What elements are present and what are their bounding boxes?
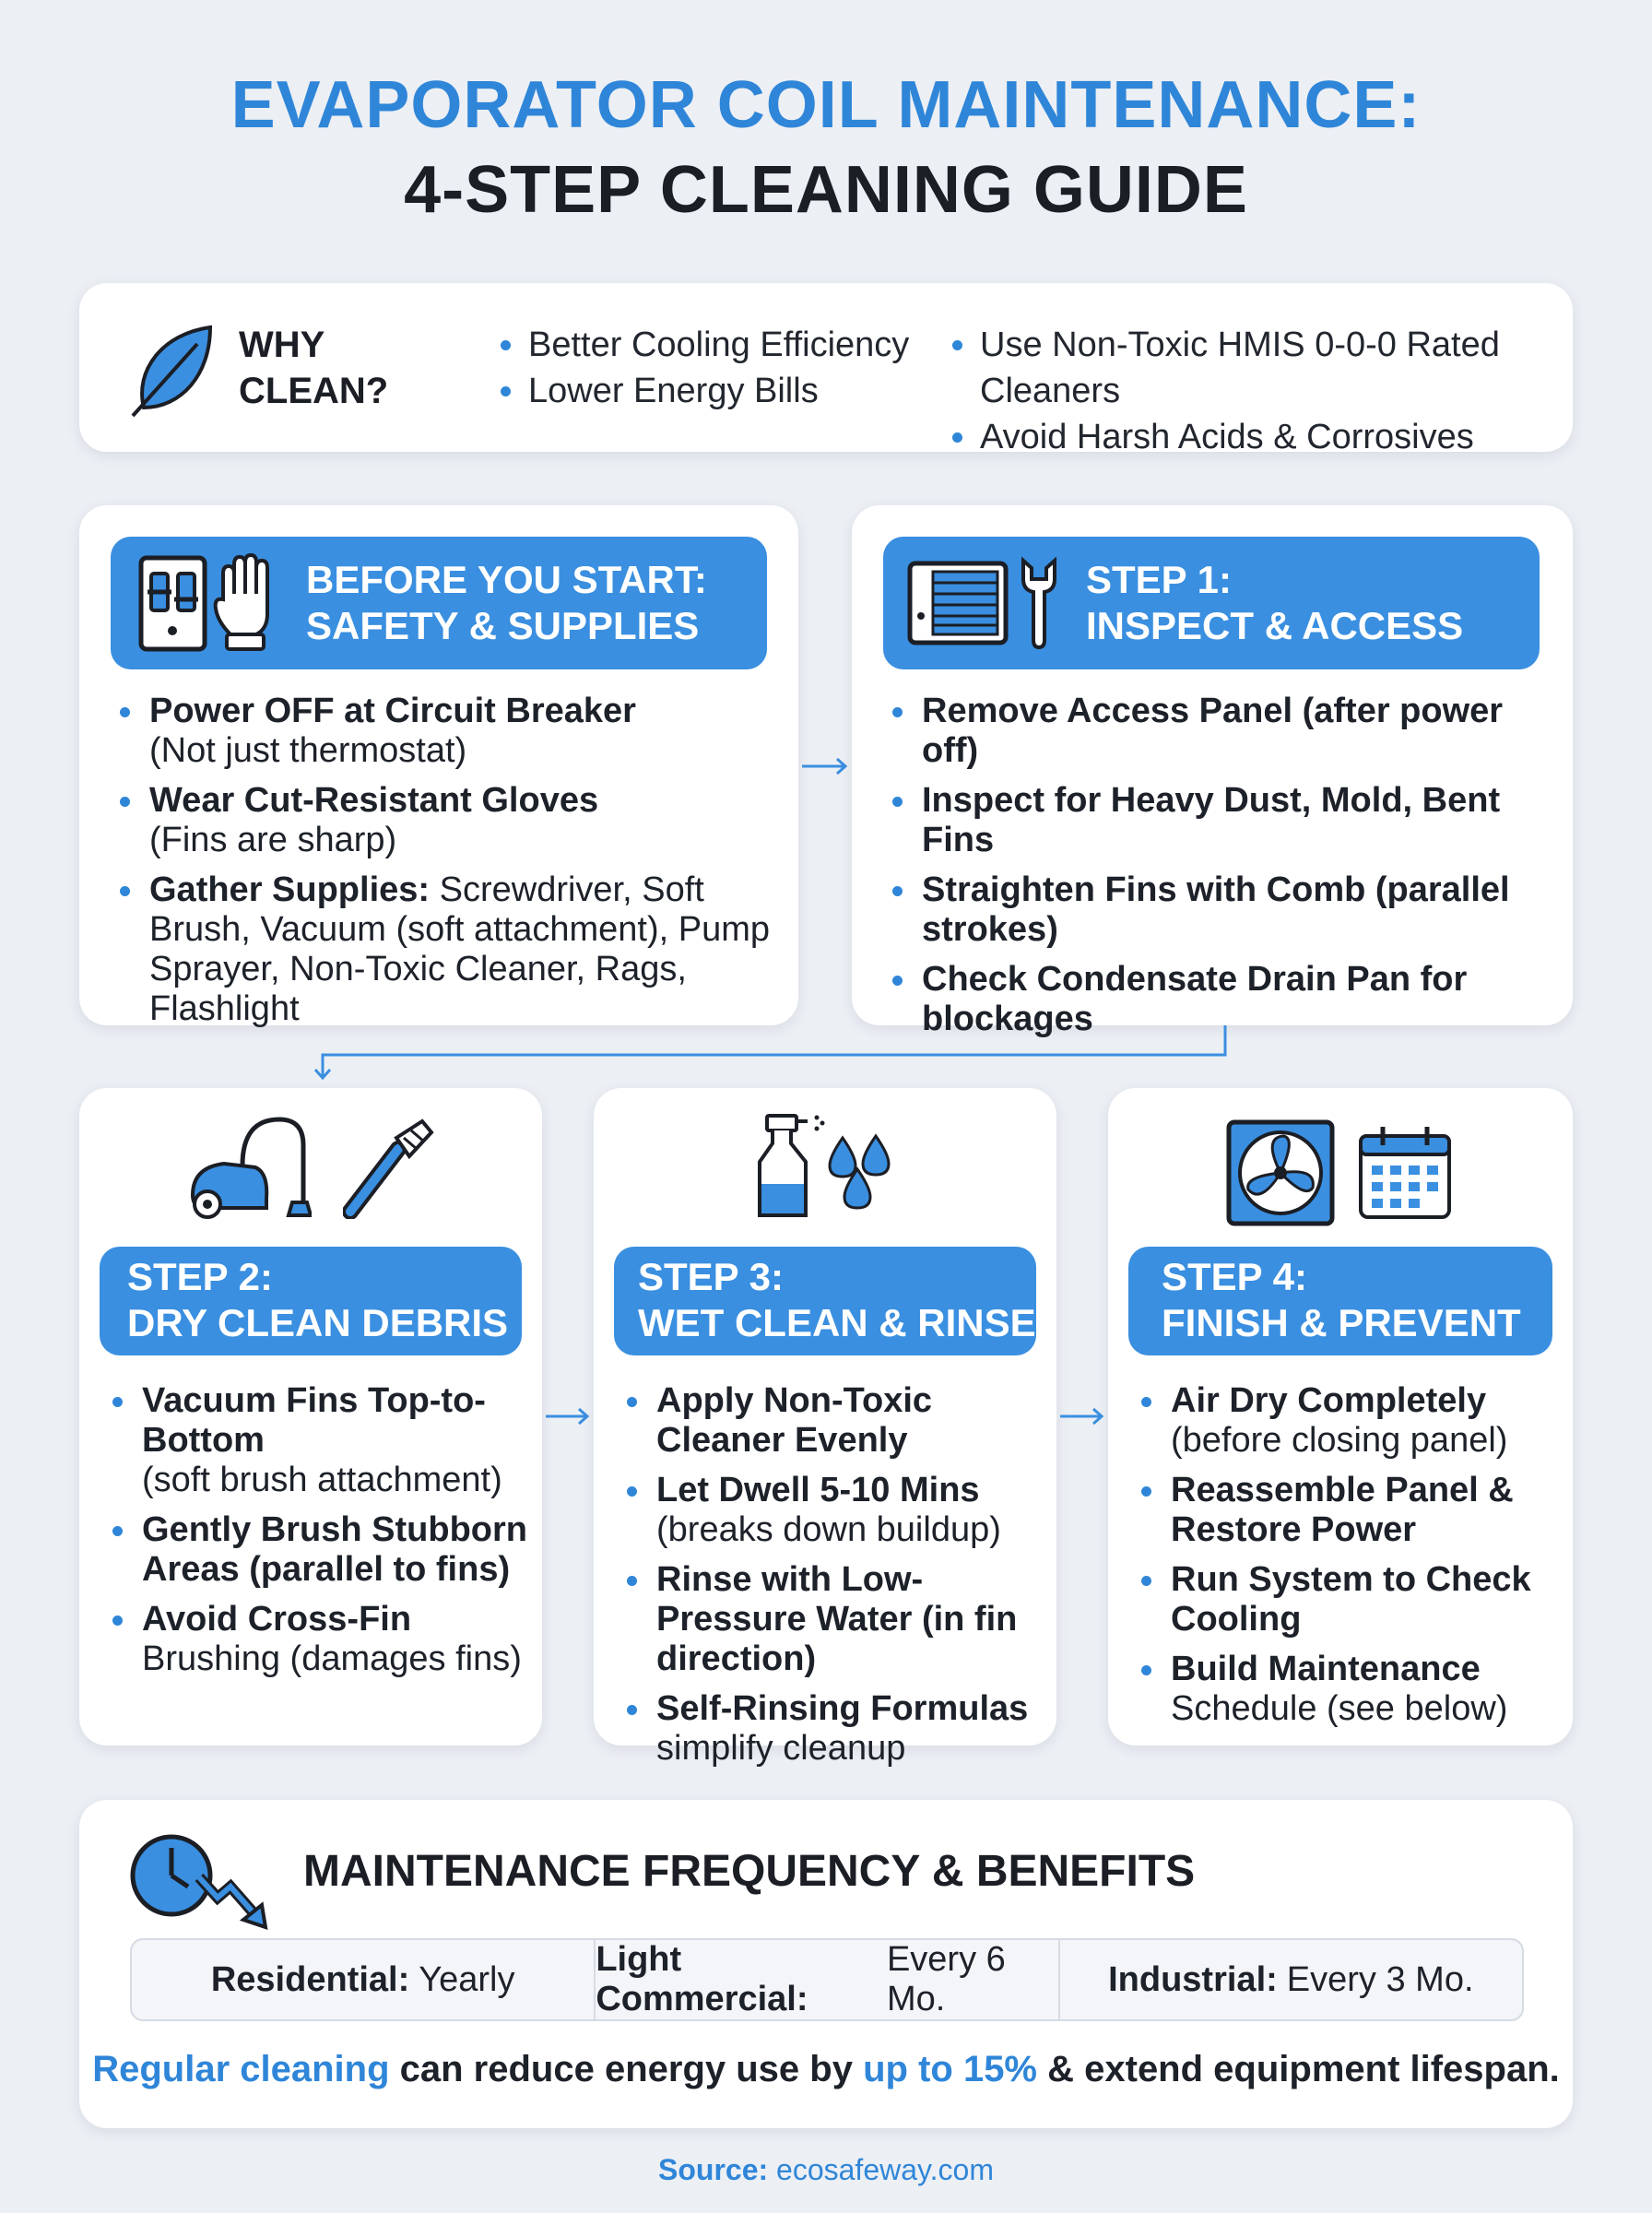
frequency-cell-light-commercial: [594, 1940, 1057, 2019]
item-lead: Air Dry Completely: [1171, 1381, 1487, 1420]
maintenance-card: [79, 1800, 1573, 2128]
calendar-icon: [1357, 1125, 1453, 1221]
step4-header: [1128, 1247, 1552, 1355]
step4-header-text: [1162, 1254, 1521, 1346]
before-list: [116, 692, 771, 1039]
why-item: Better Cooling Efficiency: [499, 322, 909, 368]
list-item: [623, 1471, 1038, 1550]
item-lead: Apply Non-Toxic Cleaner Evenly: [656, 1381, 933, 1460]
list-item: [623, 1381, 1038, 1461]
before-card: [79, 505, 798, 1028]
list-item: [1138, 1471, 1552, 1550]
list-item: [623, 1560, 1038, 1679]
step2-header-text: [127, 1254, 508, 1346]
step2-header: [100, 1247, 522, 1355]
spray-bottle-icon: [749, 1112, 832, 1223]
frequency-value: Every 6 Mo.: [886, 1940, 1006, 2018]
why-clean-card: [79, 283, 1573, 456]
benefit-statement: [79, 2049, 1573, 2090]
source-label: Source:: [658, 2153, 769, 2186]
item-sub: Brushing (damages fins): [142, 1639, 522, 1678]
list-item: [116, 781, 771, 860]
list-item: [1138, 1650, 1552, 1729]
step3-header-line-1: STEP 3:: [638, 1255, 784, 1298]
breaker-switch-icon: [138, 555, 207, 652]
item-lead: Wear Cut-Resistant Gloves: [149, 781, 599, 820]
item-sub: (before closing panel): [1171, 1421, 1508, 1460]
step3-card: [594, 1088, 1056, 1768]
benefit-highlight: Regular cleaning: [92, 2049, 390, 2089]
item-sub: (Fins are sharp): [149, 821, 397, 859]
step3-header-text: [638, 1254, 1036, 1346]
clock-down-arrow-icon: [127, 1831, 275, 1933]
frequency-label: Industrial:: [1108, 1959, 1278, 1999]
list-item: [109, 1600, 531, 1679]
why-heading-line-1: WHY: [239, 325, 325, 365]
why-item: Use Non-Toxic HMIS 0-0-0 Rated Cleaners: [950, 322, 1573, 414]
item-sub: (breaks down buildup): [656, 1510, 1001, 1549]
frequency-label: Residential:: [210, 1959, 410, 1999]
list-item: [109, 1510, 531, 1590]
item-lead: Run System to Check Cooling: [1171, 1560, 1531, 1639]
list-item: [109, 1381, 531, 1500]
step3-list: [623, 1381, 1038, 1779]
why-list-col1: [499, 322, 909, 414]
list-item: Remove Access Panel (after power off): [889, 692, 1545, 771]
step4-header-line-2: FINISH & PREVENT: [1162, 1301, 1521, 1344]
item-lead: Power OFF at Circuit Breaker: [149, 692, 636, 730]
before-header-line-1: BEFORE YOU START:: [306, 558, 707, 601]
frequency-cell-industrial: [1058, 1940, 1522, 2019]
list-item: Straighten Fins with Comb (parallel strokes): [889, 870, 1545, 950]
vacuum-icon: [187, 1114, 312, 1223]
why-heading-line-2: CLEAN?: [239, 371, 389, 411]
frequency-value: Every 3 Mo.: [1286, 1959, 1474, 1999]
step1-header-text: [1086, 557, 1463, 649]
item-lead: Reassemble Panel & Restore Power: [1171, 1471, 1514, 1549]
step1-list: [889, 692, 1545, 1049]
benefit-highlight: up to 15%: [863, 2049, 1037, 2089]
list-item: [1138, 1381, 1552, 1461]
step1-card: [852, 505, 1573, 1038]
gloves-icon: [212, 553, 281, 653]
why-item: Avoid Harsh Acids & Corrosives: [950, 414, 1573, 460]
ac-unit-icon: [907, 561, 1009, 645]
step3-header: [614, 1247, 1036, 1355]
fan-icon: [1226, 1119, 1335, 1226]
benefit-text: & extend equipment lifespan.: [1047, 2049, 1560, 2089]
item-sub: Screwdriver, Soft Brush, Vacuum (soft attachment), Pump Sprayer, Non-Toxic Cleaner, Rags, Flashlight: [149, 870, 771, 1028]
step2-header-line-2: DRY CLEAN DEBRIS: [127, 1301, 509, 1344]
frequency-cell-residential: [132, 1940, 594, 2019]
item-lead: Let Dwell 5-10 Mins: [656, 1471, 980, 1509]
list-item: [116, 692, 771, 771]
item-sub: Schedule (see below): [1171, 1689, 1508, 1728]
item-lead: Gather Supplies:: [149, 870, 431, 909]
step4-header-line-1: STEP 4:: [1162, 1255, 1307, 1298]
item-sub: (Not just thermostat): [149, 731, 467, 770]
step1-header-line-2: INSPECT & ACCESS: [1086, 604, 1464, 647]
step4-card: [1108, 1088, 1573, 1746]
benefit-text: can reduce energy use by: [399, 2049, 853, 2089]
title-line-1: EVAPORATOR COIL MAINTENANCE:: [230, 68, 1422, 142]
step2-header-line-1: STEP 2:: [127, 1255, 273, 1298]
page-title: [0, 65, 1652, 231]
item-lead: Self-Rinsing Formulas: [656, 1689, 1029, 1728]
leaf-icon: [125, 320, 218, 421]
wrench-icon: [1018, 555, 1060, 651]
item-lead: Rinse with Low-Pressure Water (in fin direction): [656, 1560, 1018, 1678]
why-item: Lower Energy Bills: [499, 368, 909, 414]
why-clean-heading: [239, 322, 388, 414]
source-value: ecosafeway.com: [776, 2153, 994, 2186]
water-drops-icon: [826, 1132, 900, 1215]
step3-header-line-2: WET CLEAN & RINSE: [638, 1301, 1036, 1344]
item-lead: Build Maintenance: [1171, 1650, 1481, 1688]
item-sub: (soft brush attachment): [142, 1461, 502, 1499]
list-item: [1138, 1560, 1552, 1639]
before-header-text: [306, 557, 707, 649]
step4-list: [1138, 1381, 1552, 1739]
brush-icon: [343, 1118, 435, 1219]
frequency-table: [130, 1938, 1524, 2021]
maintenance-title: MAINTENANCE FREQUENCY & BENEFITS: [303, 1847, 1196, 1896]
list-item: Inspect for Heavy Dust, Mold, Bent Fins: [889, 781, 1545, 860]
before-header: [111, 537, 767, 669]
why-list-col2: [950, 322, 1573, 460]
flow-arrow-down: [304, 1025, 1235, 1083]
item-lead: Gently Brush Stubborn Areas (parallel to fins): [142, 1510, 527, 1589]
step2-list: [109, 1381, 531, 1689]
title-line-2: 4-STEP CLEANING GUIDE: [404, 153, 1248, 227]
flow-arrow-right: [798, 754, 852, 778]
step1-header-line-1: STEP 1:: [1086, 558, 1232, 601]
list-item: [116, 870, 771, 1029]
item-sub: simplify cleanup: [656, 1729, 906, 1768]
source-credit: [0, 2153, 1652, 2187]
item-lead: Avoid Cross-Fin: [142, 1600, 412, 1639]
list-item: [623, 1689, 1038, 1769]
item-lead: Vacuum Fins Top-to-Bottom: [142, 1381, 486, 1460]
list-item: Check Condensate Drain Pan for blockages: [889, 960, 1545, 1039]
flow-arrow-right: [1056, 1404, 1108, 1428]
step2-card: [79, 1088, 542, 1746]
before-header-line-2: SAFETY & SUPPLIES: [306, 604, 700, 647]
frequency-label: Light Commercial:: [596, 1940, 808, 2018]
frequency-value: Yearly: [419, 1959, 515, 1999]
flow-arrow-right: [542, 1404, 594, 1428]
step1-header: [883, 537, 1540, 669]
